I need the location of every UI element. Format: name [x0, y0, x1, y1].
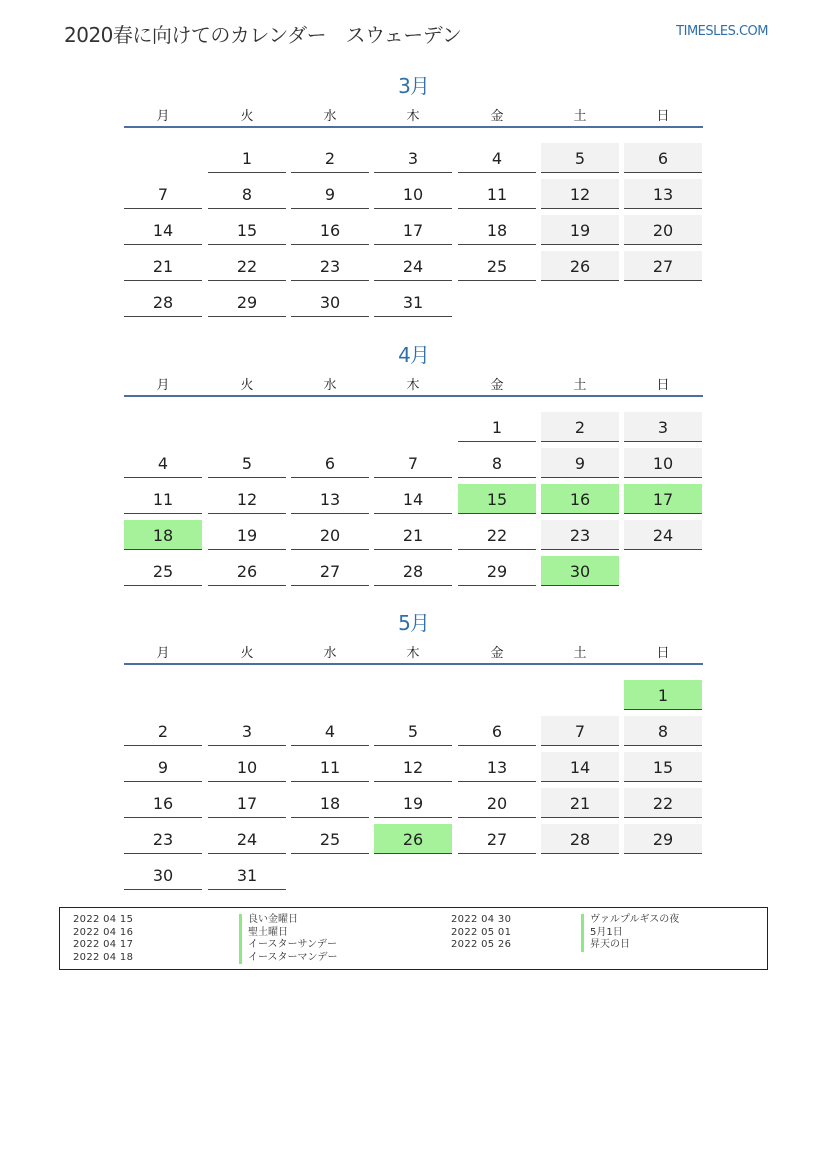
day-cell: 1	[458, 412, 536, 442]
day-cell: 29	[624, 824, 702, 854]
legend-holiday-name: 昇天の日	[581, 939, 630, 952]
day-cell: 21	[124, 251, 202, 281]
day-cell: 17	[208, 788, 286, 818]
legend-date: 2022 04 15	[73, 914, 134, 925]
day-cell: 15	[208, 215, 286, 245]
day-cell: 3	[374, 143, 452, 173]
weekday-header: 日	[656, 109, 670, 124]
day-cell: 12	[374, 752, 452, 782]
holiday-day-cell: 26	[374, 824, 452, 854]
day-cell: 16	[291, 215, 369, 245]
weekday-header: 土	[573, 378, 587, 393]
day-cell: 31	[374, 287, 452, 317]
day-cell: 10	[208, 752, 286, 782]
day-cell: 20	[458, 788, 536, 818]
holiday-day-cell: 17	[624, 484, 702, 514]
month-calendar	[124, 70, 703, 323]
holiday-day-cell: 30	[541, 556, 619, 586]
day-cell: 22	[458, 520, 536, 550]
day-cell: 30	[124, 860, 202, 890]
weekday-header: 水	[323, 646, 337, 661]
day-cell: 26	[208, 556, 286, 586]
day-cell: 14	[124, 215, 202, 245]
weekday-header: 木	[406, 646, 420, 661]
day-cell: 24	[374, 251, 452, 281]
weekday-header: 火	[240, 109, 254, 124]
day-cell: 14	[374, 484, 452, 514]
day-cell: 22	[208, 251, 286, 281]
day-cell: 20	[291, 520, 369, 550]
day-cell: 29	[458, 556, 536, 586]
day-cell: 9	[291, 179, 369, 209]
day-cell: 2	[541, 412, 619, 442]
holiday-day-cell: 16	[541, 484, 619, 514]
day-cell: 13	[291, 484, 369, 514]
day-cell: 25	[458, 251, 536, 281]
day-cell: 1	[208, 143, 286, 173]
legend-holiday-name: 良い金曜日	[239, 914, 298, 927]
day-cell: 8	[624, 716, 702, 746]
page-title: 2020春に向けてのカレンダー スウェーデン	[64, 23, 462, 47]
month-calendar	[124, 607, 703, 896]
day-cell: 14	[541, 752, 619, 782]
weekday-header: 日	[656, 646, 670, 661]
day-cell: 8	[208, 179, 286, 209]
brand-logo[interactable]: TIMESLES.COM	[676, 24, 768, 39]
weekday-header: 日	[656, 378, 670, 393]
day-cell: 17	[374, 215, 452, 245]
day-cell: 23	[291, 251, 369, 281]
day-cell: 4	[124, 448, 202, 478]
day-cell: 6	[458, 716, 536, 746]
day-cell: 24	[208, 824, 286, 854]
holiday-day-cell: 1	[624, 680, 702, 710]
weekday-header: 金	[490, 646, 504, 661]
day-cell: 9	[541, 448, 619, 478]
weekday-header: 土	[573, 109, 587, 124]
day-cell: 29	[208, 287, 286, 317]
day-cell: 16	[124, 788, 202, 818]
day-cell: 10	[374, 179, 452, 209]
weekday-header: 金	[490, 109, 504, 124]
day-cell: 28	[374, 556, 452, 586]
weekday-header: 火	[240, 378, 254, 393]
day-cell: 23	[541, 520, 619, 550]
day-cell: 11	[458, 179, 536, 209]
day-cell: 6	[624, 143, 702, 173]
header-rule	[124, 395, 703, 397]
day-cell: 3	[624, 412, 702, 442]
weekday-header: 金	[490, 378, 504, 393]
day-cell: 6	[291, 448, 369, 478]
day-cell: 18	[458, 215, 536, 245]
legend-date: 2022 04 17	[73, 939, 134, 950]
weekday-header: 月	[156, 646, 170, 661]
day-cell: 5	[541, 143, 619, 173]
day-cell: 25	[124, 556, 202, 586]
day-cell: 2	[124, 716, 202, 746]
weekday-header: 水	[323, 109, 337, 124]
day-cell: 11	[291, 752, 369, 782]
weekday-header: 土	[573, 646, 587, 661]
day-cell: 2	[291, 143, 369, 173]
day-cell: 7	[124, 179, 202, 209]
header-rule	[124, 126, 703, 128]
weekday-header: 月	[156, 109, 170, 124]
day-cell: 4	[458, 143, 536, 173]
day-cell: 25	[291, 824, 369, 854]
holiday-legend	[59, 907, 768, 970]
day-cell: 18	[291, 788, 369, 818]
day-cell: 5	[374, 716, 452, 746]
day-cell: 8	[458, 448, 536, 478]
legend-holiday-name: イースターマンデー	[239, 952, 338, 965]
day-cell: 20	[624, 215, 702, 245]
day-cell: 31	[208, 860, 286, 890]
legend-date: 2022 05 26	[451, 939, 512, 950]
day-cell: 13	[624, 179, 702, 209]
legend-date: 2022 04 30	[451, 914, 512, 925]
day-cell: 27	[458, 824, 536, 854]
legend-date: 2022 05 01	[451, 926, 512, 938]
day-cell: 28	[124, 287, 202, 317]
month-title: 3月	[398, 74, 429, 98]
legend-date: 2022 04 16	[73, 926, 134, 938]
legend-date: 2022 04 18	[73, 951, 134, 963]
day-cell: 24	[624, 520, 702, 550]
day-cell: 28	[541, 824, 619, 854]
day-cell: 22	[624, 788, 702, 818]
legend-holiday-name: 聖土曜日	[239, 927, 288, 940]
day-cell: 27	[291, 556, 369, 586]
header-rule	[124, 663, 703, 665]
day-cell: 19	[208, 520, 286, 550]
day-cell: 9	[124, 752, 202, 782]
legend-holiday-name: 5月1日	[581, 927, 623, 940]
day-cell: 7	[541, 716, 619, 746]
month-title: 4月	[398, 343, 429, 367]
day-cell: 30	[291, 287, 369, 317]
day-cell: 15	[624, 752, 702, 782]
holiday-day-cell: 15	[458, 484, 536, 514]
day-cell: 27	[624, 251, 702, 281]
weekday-header: 水	[323, 378, 337, 393]
day-cell: 26	[541, 251, 619, 281]
day-cell: 12	[541, 179, 619, 209]
day-cell: 12	[208, 484, 286, 514]
day-cell: 4	[291, 716, 369, 746]
day-cell: 11	[124, 484, 202, 514]
day-cell: 7	[374, 448, 452, 478]
day-cell: 13	[458, 752, 536, 782]
day-cell: 19	[541, 215, 619, 245]
weekday-header: 木	[406, 378, 420, 393]
day-cell: 21	[374, 520, 452, 550]
legend-holiday-name: ヴァルプルギスの夜	[581, 914, 679, 927]
day-cell: 10	[624, 448, 702, 478]
weekday-header: 火	[240, 646, 254, 661]
weekday-header: 木	[406, 109, 420, 124]
day-cell: 23	[124, 824, 202, 854]
day-cell: 21	[541, 788, 619, 818]
holiday-day-cell: 18	[124, 520, 202, 550]
month-title: 5月	[398, 611, 429, 635]
day-cell: 3	[208, 716, 286, 746]
weekday-header: 月	[156, 378, 170, 393]
legend-holiday-name: イースターサンデー	[239, 939, 337, 952]
day-cell: 5	[208, 448, 286, 478]
month-calendar	[124, 339, 703, 592]
day-cell: 19	[374, 788, 452, 818]
